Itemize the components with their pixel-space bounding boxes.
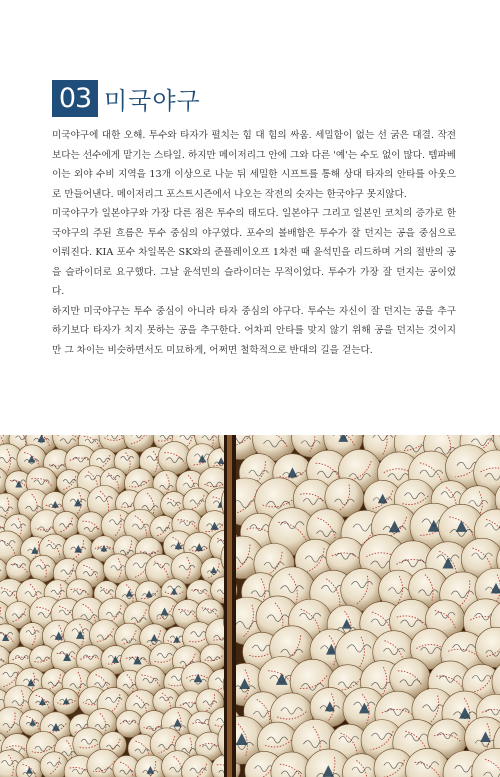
section-title: 미국야구 <box>104 87 201 115</box>
section-number: 03 <box>52 80 98 117</box>
paragraph-1: 미국야구에 대한 오해. 투수와 타자가 펼치는 힘 대 힘의 싸움. 세밀함이 없는 선 굵은 대결. 작전보다는 선수에게 맡기는 스타일. 하지만 메이저리그 안에 그와 다른 '예'는 수도 없이 많다. 템파베이는 외야 수비 지역을 13개 이상으로 나눈 뒤 세밀한 시프트를 통해 상대 타자의 안타를 아웃으로 만들어낸다. 메이저리그 포스트시즌에서 나오는 작전의 숫자는 한국야구 못지않다. <box>52 130 456 200</box>
baseballs-photo <box>0 435 500 777</box>
article-body <box>52 126 456 360</box>
paragraph-3: 하지만 미국야구는 투수 중심이 아니라 타자 중심의 야구다. 투수는 자신이 잘 던지는 공을 추구하기보다 타자가 치지 못하는 공을 추구한다. 어차피 안타를 맞지 않기 위해 공을 던지는 것이지만 그 차이는 비슷하면서도 미묘하게, 어쩌면 철학적으로 반대의 길을 걷는다. <box>52 305 456 356</box>
section-heading <box>52 80 201 117</box>
baseballs-image <box>0 435 500 777</box>
paragraph-2: 미국야구가 일본야구와 가장 다른 점은 투수의 태도다. 일본야구 그리고 일본인 코치의 증가로 한국야구의 주된 흐름은 투수 중심의 야구였다. 포수의 볼배합은 투수가 잘 던지는 공을 중심으로 이뤄진다. KIA 포수 차일목은 SK와의 준플레이오프 1차전 때 윤석민을 리드하며 거의 절반의 공을 슬라이더로 요구했다. 그날 윤석민의 슬라이더는 무적이었다. 투수가 가장 잘 던지는 공이었다. <box>52 208 456 297</box>
